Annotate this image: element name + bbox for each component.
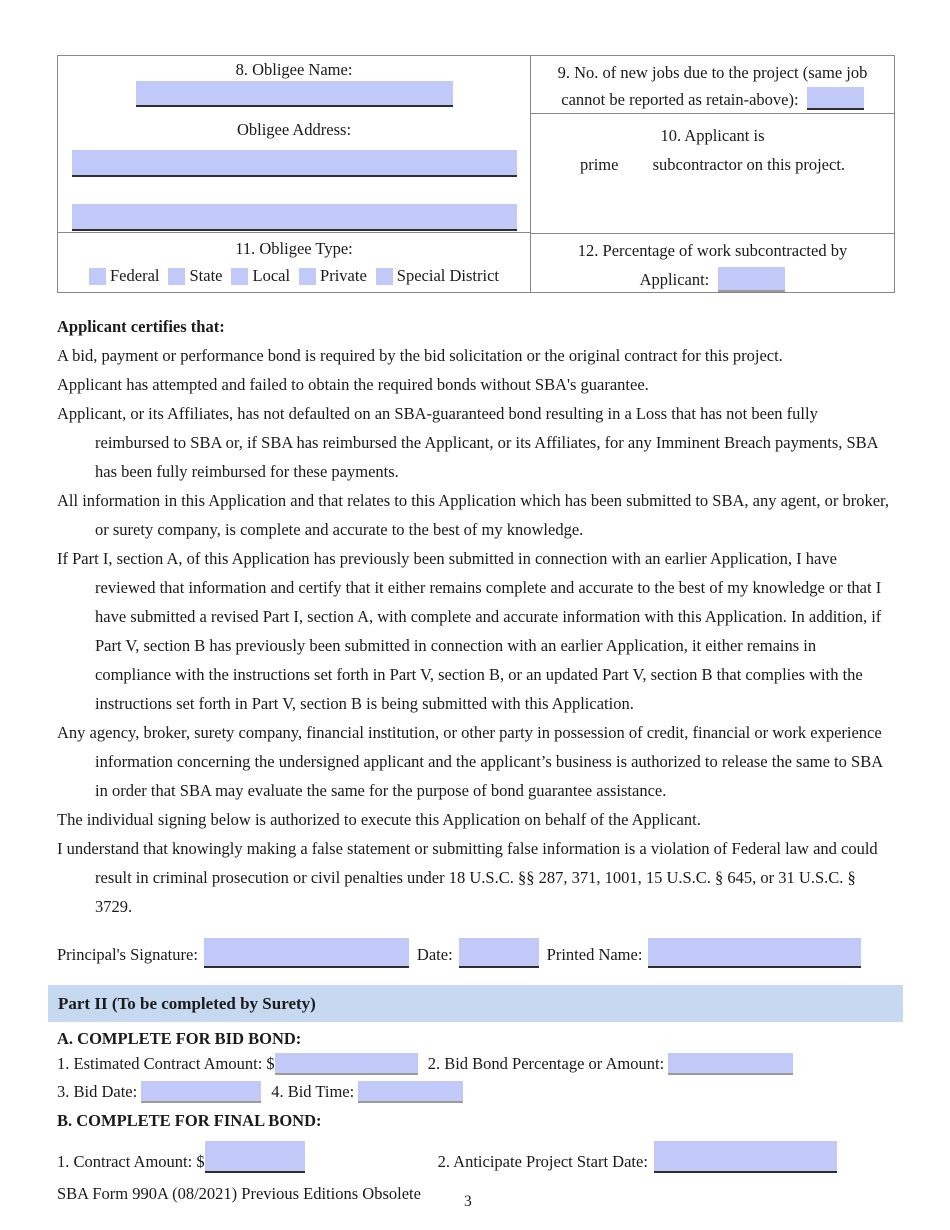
form-id-footer: SBA Form 990A (08/2021) Previous Editions Obsolete	[57, 1184, 421, 1203]
certification-paragraph-bond-required: A bid, payment or performance bond is required by the bid solicitation or the original contract for this project.	[57, 346, 783, 365]
page-number: 3	[464, 1193, 472, 1210]
checkbox-private[interactable]	[299, 268, 316, 285]
obligee-type-option-special-district	[376, 266, 499, 286]
certification-heading: Applicant certifies that:	[57, 317, 225, 336]
obligee-table-right-column	[531, 56, 894, 292]
certification-paragraph-release-authorization: Any agency, broker, surety company, financial institution, or other party in possession of credit, financial or work experience information concerning the undersigned applicant and the applicant’s business is authorized to release the same to SBA in order that SBA may evaluate the same for the purpose of bond guarantee assistance.	[57, 723, 883, 800]
checkbox-label-special-district: Special District	[396, 266, 499, 285]
percentage-subcontracted-field[interactable]	[718, 267, 785, 292]
applicant-role-cell	[531, 114, 894, 233]
bid-time-label: 4. Bid Time:	[271, 1082, 355, 1101]
new-jobs-label: 9. No. of new jobs due to the project (same job cannot be reported as retain-above):	[557, 63, 868, 109]
bid-bond-row-2	[57, 1081, 897, 1103]
certification-section	[57, 312, 893, 921]
checkbox-label-state: State	[189, 266, 223, 285]
estimated-contract-amount-label: 1. Estimated Contract Amount: $	[57, 1054, 275, 1073]
printed-name-field[interactable]	[648, 938, 861, 968]
obligee-name-field[interactable]	[136, 81, 453, 107]
applicant-is-label: 10. Applicant is	[660, 126, 765, 145]
obligee-type-option-local	[231, 266, 290, 286]
certification-paragraph-accurate-info: All information in this Application and that relates to this Application which has been submitted to SBA, any agent, or broker, or surety company, is complete and accurate to the best of my knowledge.	[57, 491, 889, 539]
certification-paragraph-no-default: Applicant, or its Affiliates, has not defaulted on an SBA-guaranteed bond resulting in a Loss that has not been fully reimbursed to SBA or, if SBA has reimbursed the Applicant, or its Affiliates, for any Imminent Breach payments, SBA has been fully reimbursed for these payments.	[57, 404, 878, 481]
bid-bond-percentage-label: 2. Bid Bond Percentage or Amount:	[427, 1054, 665, 1073]
obligee-address-field-2[interactable]	[72, 204, 517, 231]
checkbox-label-federal: Federal	[110, 266, 160, 285]
bid-date-field[interactable]	[141, 1081, 261, 1103]
certification-paragraph-prior-submission: If Part I, section A, of this Application has previously been submitted in connection with an earlier Application, I have reviewed that information and certify that it either remains complete and accurate to the best of my knowledge or that I have submitted a revised Part I, section A, with complete and accurate information with this Application. In addition, if Part V, section B has previously been submitted in connection with an earlier Application, it either remains in compliance with the instructions set forth in Part V, section B, or an updated Part V, section B that complies with the instructions set forth in Part V, section B is being submitted with this Application.	[57, 549, 882, 713]
anticipate-start-date-label: 2. Anticipate Project Start Date:	[437, 1152, 648, 1171]
printed-name-label: Printed Name:	[546, 945, 643, 964]
bid-bond-section	[57, 1029, 897, 1103]
obligee-address-label: Obligee Address:	[236, 120, 352, 139]
part2-header-bar: Part II (To be completed by Surety)	[48, 985, 903, 1022]
bid-bond-percentage-field[interactable]	[668, 1053, 793, 1075]
certification-paragraph-signing-authority: The individual signing below is authorized to execute this Application on behalf of the Applicant.	[57, 810, 701, 829]
estimated-contract-amount-field[interactable]	[275, 1053, 418, 1075]
principals-signature-field[interactable]	[204, 938, 409, 968]
prime-option-label: prime	[579, 155, 619, 174]
final-bond-heading: B. COMPLETE FOR FINAL BOND:	[57, 1111, 322, 1130]
bid-date-label: 3. Bid Date:	[57, 1082, 138, 1101]
final-bond-section	[57, 1111, 897, 1173]
obligee-address-field-1[interactable]	[72, 150, 517, 177]
obligee-type-option-private	[299, 266, 367, 286]
applicant-label: Applicant:	[639, 270, 710, 289]
checkbox-state[interactable]	[168, 268, 185, 285]
obligee-table-left-column	[58, 56, 531, 292]
obligee-type-option-state	[168, 266, 222, 286]
checkbox-label-local: Local	[252, 266, 291, 285]
signature-date-field[interactable]	[459, 938, 539, 968]
signature-row	[57, 938, 902, 968]
obligee-name-label: 8. Obligee Name:	[235, 60, 353, 79]
bid-bond-heading: A. COMPLETE FOR BID BOND:	[57, 1029, 302, 1048]
obligee-type-options-row	[58, 266, 530, 286]
anticipate-start-date-field[interactable]	[654, 1141, 837, 1173]
percentage-subcontracted-cell	[531, 233, 894, 292]
obligee-name-address-cell	[58, 56, 530, 232]
checkbox-federal[interactable]	[89, 268, 106, 285]
bid-time-field[interactable]	[358, 1081, 463, 1103]
checkbox-local[interactable]	[231, 268, 248, 285]
certification-paragraph-failed-bonds: Applicant has attempted and failed to obtain the required bonds without SBA's guarantee.	[57, 375, 649, 394]
new-jobs-field[interactable]	[807, 87, 864, 110]
subcontractor-option-label: subcontractor on this project.	[652, 155, 846, 174]
obligee-type-label: 11. Obligee Type:	[235, 239, 353, 258]
percentage-subcontracted-label: 12. Percentage of work subcontracted by	[577, 241, 848, 260]
contract-amount-label: 1. Contract Amount: $	[57, 1152, 205, 1171]
obligee-type-option-federal	[89, 266, 159, 286]
contract-amount-field[interactable]	[205, 1141, 305, 1173]
obligee-info-table	[57, 55, 895, 293]
certification-paragraph-false-statement: I understand that knowingly making a false statement or submitting false information is a violation of Federal law and could result in criminal prosecution or civil penalties under 18 U.S.C. §§ 287, 371, 1001, 15 U.S.C. § 645, or 31 U.S.C. § 3729.	[57, 839, 878, 916]
checkbox-special-district[interactable]	[376, 268, 393, 285]
date-label: Date:	[416, 945, 453, 964]
final-bond-row	[57, 1141, 897, 1173]
obligee-type-cell	[58, 232, 530, 292]
new-jobs-cell	[531, 56, 894, 114]
principals-signature-label: Principal's Signature:	[57, 945, 198, 964]
checkbox-label-private: Private	[320, 266, 367, 285]
bid-bond-row-1	[57, 1053, 897, 1075]
